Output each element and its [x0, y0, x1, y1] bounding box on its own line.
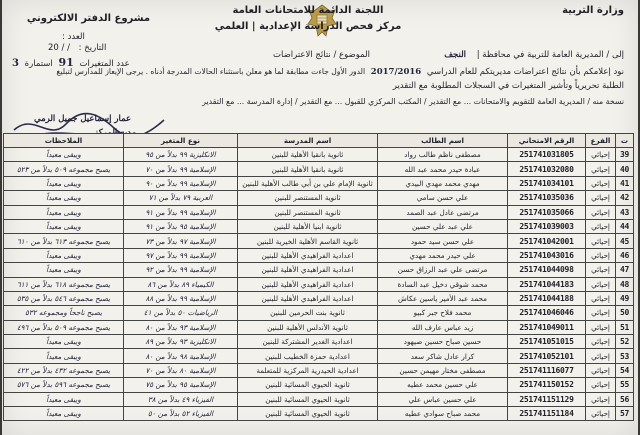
cell-branch: إحيائي — [586, 291, 616, 305]
cell-branch: إحيائي — [586, 306, 616, 320]
cell-notes: ويبقى معيداً — [4, 219, 124, 233]
col-branch: الفرع — [586, 134, 616, 148]
signer-name: عمار إسماعيل جميل الرمي — [34, 114, 132, 124]
col-change: نوع المتغير — [124, 134, 238, 148]
cell-change: الرياضيات ٥٠ بدلاً من ٤١ — [124, 306, 238, 320]
cell-branch: إحيائي — [586, 234, 616, 248]
table-row — [4, 306, 634, 320]
cell-change: الكيمياء ٨٩ بدلاً من ٨٦ — [124, 277, 238, 291]
cell-exam-no: 251741034101 — [508, 176, 586, 190]
cell-notes: ويبقى معيداً — [4, 205, 124, 219]
cell-seq: 52 — [616, 335, 634, 349]
table-row — [4, 162, 634, 176]
cell-seq: 40 — [616, 162, 634, 176]
col-school: اسم المدرسة — [238, 134, 378, 148]
cell-notes: يصبح مجموعه ٦١٨ بدلاً من ٦١١ — [4, 277, 124, 291]
cell-school: ثانوية الحيوي المسائية للبنين — [238, 407, 378, 421]
cell-change: الفيزياء ٤٩ بدلاً من ٣٨ — [124, 392, 238, 406]
body-line-1 — [56, 66, 624, 78]
table-row — [4, 176, 634, 190]
cell-change: الإسلامية ٩٣ بدلاً من ٨٠ — [124, 320, 238, 334]
cell-exam-no: 251741043016 — [508, 248, 586, 262]
cell-branch: إحيائي — [586, 263, 616, 277]
table-row — [4, 234, 634, 248]
cell-branch: إحيائي — [586, 248, 616, 262]
cell-student: علي حسين عباس علي — [378, 392, 508, 406]
cell-exam-no: 251741116077 — [508, 363, 586, 377]
cell-student: مرتضى عادل عبد الصمد — [378, 205, 508, 219]
cell-school: ثانوية بانقيا الأهلية للبنين — [238, 148, 378, 162]
cell-exam-no: 251741049011 — [508, 320, 586, 334]
table-row — [4, 363, 634, 377]
cell-notes: ويبقى معيداً — [4, 148, 124, 162]
body-line-2 — [393, 80, 624, 92]
form-label: استمارة — [24, 59, 53, 69]
subject-line — [273, 50, 370, 60]
cell-exam-no: 251741044188 — [508, 291, 586, 305]
cell-seq: 54 — [616, 363, 634, 377]
cell-branch: إحيائي — [586, 363, 616, 377]
table-row — [4, 205, 634, 219]
cell-branch: إحيائي — [586, 148, 616, 162]
cell-student: عبادة حيدر محمد عبد الله — [378, 162, 508, 176]
cell-exam-no: 251741051015 — [508, 335, 586, 349]
cell-seq: 43 — [616, 205, 634, 219]
cell-exam-no: 251741039003 — [508, 219, 586, 233]
cell-student: حسين صباح حسين صيهود — [378, 335, 508, 349]
col-notes: الملاحظات — [4, 134, 124, 148]
cell-branch: إحيائي — [586, 335, 616, 349]
cell-notes: ويبقى معيداً — [4, 392, 124, 406]
cell-school: اعدادية حمزة الخطيب للبنين — [238, 349, 378, 363]
table-row — [4, 263, 634, 277]
table-row — [4, 277, 634, 291]
cell-exam-no: 251741035066 — [508, 205, 586, 219]
cell-student: علي حسين محمد عطيه — [378, 378, 508, 392]
body-instructions: الطلبة تحريرياً وتأشير المتغيرات في السجلات المطلوبة مع التقدير — [392, 81, 624, 91]
cell-student: مهدي محمد مهدي البيدي — [378, 176, 508, 190]
cell-school: ثانوية القاسم الأهلية الخيرية للبنين — [238, 234, 378, 248]
cell-branch: إحيائي — [586, 205, 616, 219]
cell-school: اعدادية الفراهيدي الأهلية للبنين — [238, 291, 378, 305]
cell-change: الإسلامية ٩٨ بدلاً من ٨٠ — [124, 349, 238, 363]
date-field — [48, 43, 106, 53]
cell-branch: إحيائي — [586, 349, 616, 363]
document-sheet — [2, 0, 638, 435]
ministry-header — [474, 4, 624, 18]
cell-school: ثانوية الحيوي المسائية للبنين — [238, 392, 378, 406]
table-body — [4, 148, 634, 421]
cell-change: الانكليزية ٩٩ بدلاً من ٩٥ — [124, 148, 238, 162]
cell-notes: ويبقى معيداً — [4, 248, 124, 262]
cell-seq: 48 — [616, 277, 634, 291]
cell-change: الإسلامية ٩٩ بدلاً من ٧٠ — [124, 162, 238, 176]
project-header — [6, 4, 171, 26]
number-label: العدد : — [62, 32, 85, 42]
cell-change: الإسلامية ٩٥ بدلاً من ٧٥ — [124, 378, 238, 392]
cell-school: ثانوية الحيوي المسائية للبنين — [238, 378, 378, 392]
cell-branch: إحيائي — [586, 277, 616, 291]
cell-exam-no: 251741052101 — [508, 349, 586, 363]
cell-notes: ويبقى معيداً — [4, 349, 124, 363]
cell-seq: 46 — [616, 248, 634, 262]
cell-school: اعدادية الحيدرية المركزية للمتعلمة — [238, 363, 378, 377]
cell-branch: إحيائي — [586, 320, 616, 334]
table-row — [4, 148, 634, 162]
cell-seq: 42 — [616, 191, 634, 205]
cell-exam-no: 251741042001 — [508, 234, 586, 248]
cell-student: مصطفى ناظم طالب رواد — [378, 148, 508, 162]
cell-notes: ويبقى معيداً — [4, 191, 124, 205]
cell-seq: 56 — [616, 392, 634, 406]
cell-notes: يصبح مجموعه ٥٤٦ بدلاً من ٥٣٥ — [4, 291, 124, 305]
cell-change: الإسلامية ٩٩ بدلاً من ٨٨ — [124, 291, 238, 305]
table-row — [4, 191, 634, 205]
cell-branch: إحيائي — [586, 407, 616, 421]
cell-exam-no: 251741151129 — [508, 392, 586, 406]
cell-exam-no: 251741031805 — [508, 148, 586, 162]
cell-seq: 50 — [616, 306, 634, 320]
changes-label: عدد المتغيرات — [79, 59, 130, 69]
cell-change: الانكليزية ٩٣ بدلاً من ٨٩ — [124, 335, 238, 349]
cell-student: مرتضى علي عبد الرزاق حسن — [378, 263, 508, 277]
table-row — [4, 320, 634, 334]
appeals-results-table — [3, 133, 634, 421]
center-name: مركز فحص الدراسة الإعدادية | العلمي — [214, 21, 402, 32]
number-field — [62, 32, 85, 42]
committee-name: اللجنة الدائمة للامتحانات العامة — [232, 5, 384, 16]
ministry-name: وزارة التربية — [562, 5, 624, 16]
cell-school: ثانوية الأندلس الأهلية للبنين — [238, 320, 378, 334]
body-intro-cont: الدور الأول جاءت مطابقة لما هو معلن باستثناء الحالات المدرجة أدناه . يرجى الإيعاز للمدارس لتبليغ — [56, 67, 366, 76]
cell-seq: 47 — [616, 263, 634, 277]
cell-student: محمد فلاح جبر كبيو — [378, 306, 508, 320]
cell-branch: إحيائي — [586, 378, 616, 392]
cell-school: ثانوية المستنصر للبنين — [238, 191, 378, 205]
cell-exam-no: 251741035036 — [508, 191, 586, 205]
cell-notes: يصبح مجموعه ٤٣٢ بدلاً من ٤٢٢ — [4, 363, 124, 377]
cell-seq: 39 — [616, 148, 634, 162]
table-row — [4, 335, 634, 349]
cell-change: الفيزياء ٥٢ بدلاً من ٥٠ — [124, 407, 238, 421]
cell-student: علي حيدر محمد مهدي — [378, 248, 508, 262]
cell-school: ثانوية المستنصر للبنين — [238, 205, 378, 219]
cell-notes: يصبح مجموعه ٦١٣ بدلاً من ٦١٠ — [4, 234, 124, 248]
cell-change: الإسلامية ٩٧ بدلاً من ٧٣ — [124, 234, 238, 248]
changes-value: 91 — [58, 56, 74, 69]
cell-school: ثانوية بانقيا الأهلية للبنين — [238, 162, 378, 176]
copy-to: نسخة منه / المديرية العامة للتقويم والامتحانات ... مع التقدير / المكتب المركزي للقبول ... مع التقدير / إدارة المدرسة ... مع التقدير — [202, 97, 624, 106]
cell-seq: 44 — [616, 219, 634, 233]
cell-school: ثانوية ابنيا الأهلية للبنين — [238, 219, 378, 233]
cell-student: علي حسن سيد حمود — [378, 234, 508, 248]
cell-school: اعدادية الغدير المشتركة للبنين — [238, 335, 378, 349]
cell-change: الإسلامية ٩٩ بدلاً من ٩١ — [124, 205, 238, 219]
to-label: إلى / المديرية العامة للتربية في محافظة | — [476, 50, 624, 60]
table-row — [4, 219, 634, 233]
col-seq: ت — [616, 134, 634, 148]
cell-student: كرار عادل شاكر سعد — [378, 349, 508, 363]
cell-notes: يصبح مجموعه ٥٠٩ بدلاً من ٤٩٦ — [4, 320, 124, 334]
cell-branch: إحيائي — [586, 392, 616, 406]
cell-change: الإسلامية ٨٠ بدلاً من ٧٠ — [124, 363, 238, 377]
table-row — [4, 291, 634, 305]
cell-change: العربية ٧٩ بدلاً من ٧١ — [124, 191, 238, 205]
cell-student: محمد صباح سوادي عطيه — [378, 407, 508, 421]
cell-seq: 41 — [616, 176, 634, 190]
academic-year: 2017/2016 — [370, 67, 422, 77]
cell-exam-no: 251741150152 — [508, 378, 586, 392]
cell-school: اعدادية الفراهيدي الأهلية للبنين — [238, 248, 378, 262]
date-value: / / 20 — [48, 43, 70, 53]
cell-branch: إحيائي — [586, 191, 616, 205]
cell-seq: 49 — [616, 291, 634, 305]
cell-student: محمد شوقي دخيل عبد السادة — [378, 277, 508, 291]
date-label: التاريخ : — [78, 43, 107, 53]
cell-student: زيد عباس عارف الله — [378, 320, 508, 334]
project-name: مشروع الدفتر الالكتروني — [26, 13, 151, 24]
cell-notes: ويبقى معيداً — [4, 407, 124, 421]
cell-notes: ويبقى معيداً — [4, 335, 124, 349]
cell-school: ثانوية الإمام علي بن أبي طالب الأهلية للبنين — [238, 176, 378, 190]
cell-notes: يصبح ناجحاً ومجموعه ٥٣٢ — [4, 306, 124, 320]
cell-change: الإسلامية ٩٥ بدلاً من ٩١ — [124, 219, 238, 233]
cell-seq: 57 — [616, 407, 634, 421]
cell-notes: ويبقى معيداً — [4, 176, 124, 190]
cell-branch: إحيائي — [586, 162, 616, 176]
governorate-value: النجف — [444, 50, 467, 60]
cell-seq: 45 — [616, 234, 634, 248]
cell-notes: ويبقى معيداً — [4, 263, 124, 277]
cell-exam-no: 251741151184 — [508, 407, 586, 421]
cell-branch: إحيائي — [586, 176, 616, 190]
cell-exam-no: 251741032080 — [508, 162, 586, 176]
cell-student: علي حسن سامي — [378, 191, 508, 205]
table-row — [4, 378, 634, 392]
cell-exam-no: 251741044183 — [508, 277, 586, 291]
cell-seq: 53 — [616, 349, 634, 363]
table-row — [4, 407, 634, 421]
form-value: 3 — [12, 58, 19, 69]
col-student: اسم الطالب — [378, 134, 508, 148]
cell-school: اعدادية الفراهيدي الأهلية للبنين — [238, 277, 378, 291]
col-exam-no: الرقم الامتحاني — [508, 134, 586, 148]
table-row — [4, 349, 634, 363]
cell-change: الإسلامية ٩٩ بدلاً من ٩٢ — [124, 263, 238, 277]
cell-notes: يصبح مجموعه ٥٩٦ بدلاً من ٥٧٦ — [4, 378, 124, 392]
cell-student: علي عبد علي حسين — [378, 219, 508, 233]
cell-change: الإسلامية ٩٩ بدلاً من ٩٠ — [124, 176, 238, 190]
table-row — [4, 392, 634, 406]
cell-school: ثانوية بنت الحرمين للبنين — [238, 306, 378, 320]
cell-student: مصطفى مختار مهيمن حسين — [378, 363, 508, 377]
cell-school: اعدادية الفراهيدي الأهلية للبنين — [238, 263, 378, 277]
table-row — [4, 248, 634, 262]
committee-header — [203, 4, 413, 34]
cell-branch: إحيائي — [586, 219, 616, 233]
subject-label: الموضوع / نتائج الاعتراضات — [273, 50, 370, 60]
cell-student: محمد عبد الأمير ياسين عكاش — [378, 291, 508, 305]
cell-change: الإسلامية ٩٩ بدلاً من ٩٧ — [124, 248, 238, 262]
copy-line — [202, 96, 624, 108]
cell-seq: 51 — [616, 320, 634, 334]
cell-exam-no: 251741046046 — [508, 306, 586, 320]
cell-seq: 55 — [616, 378, 634, 392]
cell-exam-no: 251741044098 — [508, 263, 586, 277]
cell-notes: يصبح مجموعه ٥٠٩ بدلاً من ٥٢٣ — [4, 162, 124, 176]
to-line — [444, 50, 624, 60]
table-header-row — [4, 134, 634, 148]
body-intro: نود إعلامكم بأن نتائج اعتراضات مديريتكم للعام الدراسي — [426, 67, 624, 77]
